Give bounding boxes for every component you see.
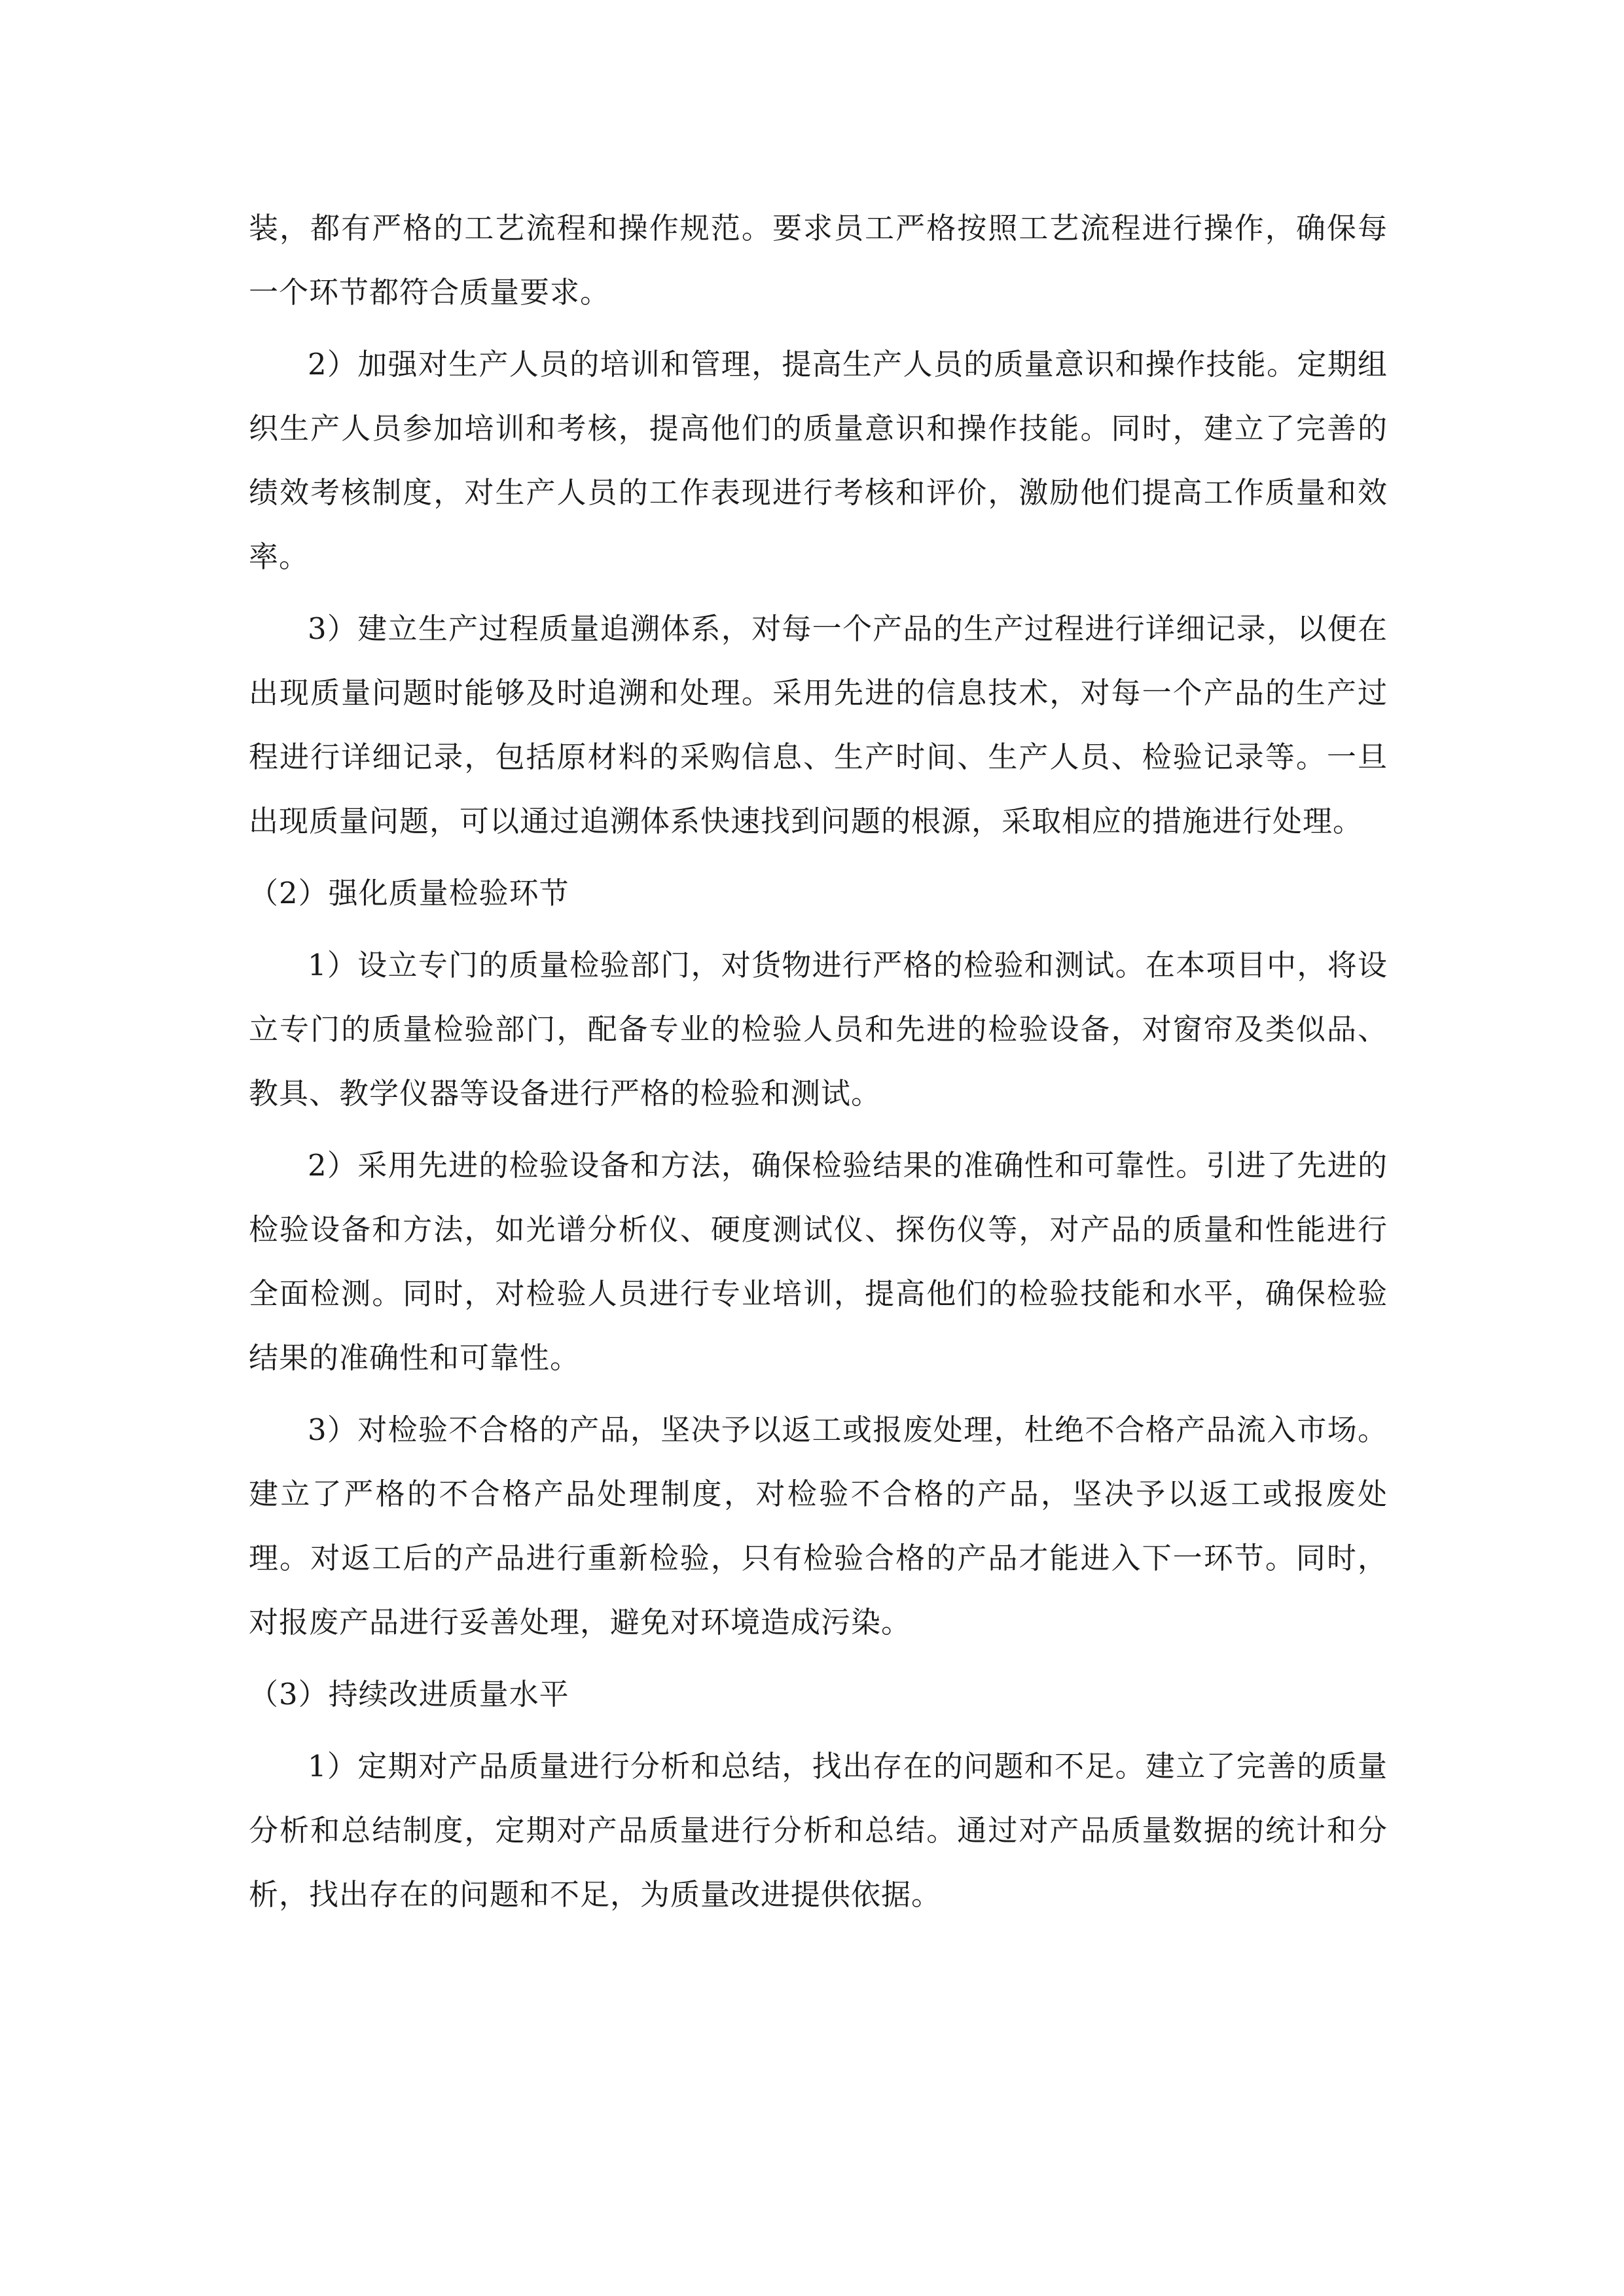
paragraph-continuation: 装，都有严格的工艺流程和操作规范。要求员工严格按照工艺流程进行操作，确保每一个环节都符合质量要求。 (249, 211, 1388, 310)
paragraph-traceability: 3）建立生产过程质量追溯体系，对每一个产品的生产过程进行详细记录，以便在出现质量问题时能够及时追溯和处理。采用先进的信息技术，对每一个产品的生产过程进行详细记录，包括原材料的采购信息、生产时间、生产人员、检验记录等。一旦出现质量问题，可以通过追溯体系快速找到问题的根源，采取相应的措施进行处理。 (249, 611, 1388, 838)
paragraph-training: 2）加强对生产人员的培训和管理，提高生产人员的质量意识和操作技能。定期组织生产人员参加培训和考核，提高他们的质量意识和操作技能。同时，建立了完善的绩效考核制度，对生产人员的工作表现进行考核和评价，激励他们提高工作质量和效率。 (249, 347, 1388, 574)
paragraph-nonconforming: 3）对检验不合格的产品，坚决予以返工或报废处理，杜绝不合格产品流入市场。建立了严格的不合格产品处理制度，对检验不合格的产品，坚决予以返工或报废处理。对返工后的产品进行重新检验，只有检验合格的产品才能进入下一环节。同时，对报废产品进行妥善处理，避免对环境造成污染。 (249, 1412, 1388, 1640)
section-heading-improvement: （3）持续改进质量水平 (249, 1677, 569, 1712)
paragraph-quality-analysis: 1）定期对产品质量进行分析和总结，找出存在的问题和不足。建立了完善的质量分析和总结制度，定期对产品质量进行分析和总结。通过对产品质量数据的统计和分析，找出存在的问题和不足，为质量改进提供依据。 (249, 1749, 1388, 1912)
document-page (249, 196, 1388, 1935)
paragraph-inspection-equipment: 2）采用先进的检验设备和方法，确保检验结果的准确性和可靠性。引进了先进的检验设备和方法，如光谱分析仪、硬度测试仪、探伤仪等，对产品的质量和性能进行全面检测。同时，对检验人员进行专业培训，提高他们的检验技能和水平，确保检验结果的准确性和可靠性。 (249, 1148, 1388, 1375)
section-heading-inspection: （2）强化质量检验环节 (249, 876, 569, 910)
paragraph-inspection-department: 1）设立专门的质量检验部门，对货物进行严格的检验和测试。在本项目中，将设立专门的质量检验部门，配备专业的检验人员和先进的检验设备，对窗帘及类似品、教具、教学仪器等设备进行严格的检验和测试。 (249, 948, 1388, 1111)
